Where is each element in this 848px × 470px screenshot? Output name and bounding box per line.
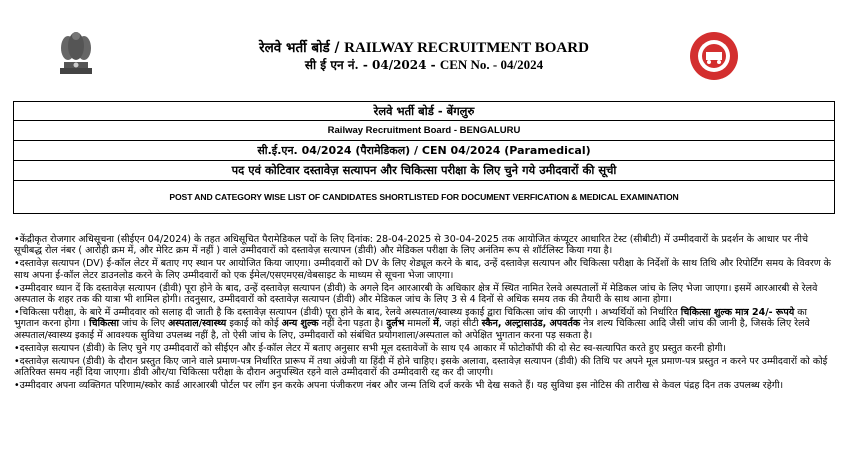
- board-title-english: RAILWAY RECRUITMENT BOARD: [344, 40, 589, 56]
- table-row-rrb-english: Railway Recruitment Board - BENGALURU: [14, 121, 834, 141]
- header-table: [13, 101, 835, 214]
- paragraph-medical-travel: •उम्मीदवार ध्यान दें कि दस्तावेज़ सत्यापन (डीवी) पूरा होने के बाद, उन्हें दस्तावेज़ सत्यापन (डीवी) के अगले दिन आरआरबी के अधिकार क्षेत्र में स्थित नामित रेलवे अस्पतालों में मेडिकल जांच के लिए भेजा जाएगा। इसमें आरआरबी से रेलवे अस्पताल के शहर तक की यात्रा भी शामिल होगी। तदनुसार, उम्मीदवारों को दस्तावेज़ सत्यापन (डीवी) और मेडिकल जांच के लिए 3 से 4 दिनों से अधिक समय तक की तैयारी के साथ आना होगा।: [14, 282, 818, 306]
- table-row-rrb-hindi: रेलवे भर्ती बोर्ड - बेंगलुरु: [14, 102, 834, 121]
- board-title-hindi: रेलवे भर्ती बोर्ड /: [259, 40, 345, 56]
- paragraph-cbt-shortlist: •केंद्रीकृत रोजगार अधिसूचना (सीईएन 04/2024) के तहत अधिसूचित पैरामेडिकल पदों के लिए दिनांक: 28-04-2025 से 30-04-2025 तक आयोजित कंप्यूटर आधारित टेस्ट (सीबीटी) में उम्मीदवारों के प्रदर्शन के आधार पर नीचे सूचीबद्ध रोल नंबर ( आरोही क्रम में, और मेरिट क्रम में नहीं ) वाले उम्मीदवारों को दस्तावेज़ सत्यापन (डीवी) और मेडिकल परीक्षा के लिए अनंतिम रूप से शॉर्टलिस्ट किया गया है।: [14, 234, 809, 257]
- paragraph-medical-fee: •चिकित्सा परीक्षा, के बारे में उम्मीदवार को सलाह दी जाती है कि दस्तावेज़ सत्यापन (डीवी) पूरा होने के बाद, रेलवे अस्पताल/स्वास्थ्य इकाई द्वारा चिकित्सा जांच की जाएगी । अभ्यर्थियों को निर्धारित चिकित्सा शुल्क मात्र 24/- रूपये का भुगतान करना होगा । चिकित्सा जांच के लिए अस्पताल/स्वास्थ्य इकाई को कोई अन्य शुल्क नहीं देना पड़ता है। दुर्लभ मामलों में, जहां सीटी स्कैन, अल्ट्रासाउंड, अपवर्तक नेत्र शल्य चिकित्सा आदि जैसी जांच की जानी है, जिसके लिए रेलवे अस्पताल/स्वास्थ्य इकाई में आवश्यक सुविधा उपलब्ध नहीं है, तो ऐसी जांच के लिए, उम्मीदवारों को संबंधित प्रयोगशाला/अस्पताल को अपेक्षित भुगतान करना पड़ सकता है।: [14, 307, 810, 341]
- table-row-cen: सी.ई.एन. 04/2024 (पैरामेडिकल) / CEN 04/2024 (Paramedical): [14, 141, 834, 161]
- cen-number-english: CEN No. - 04/2024: [439, 57, 544, 72]
- table-row-list-title-english: POST AND CATEGORY WISE LIST OF CANDIDATES SHORTLISTED FOR DOCUMENT VERFICATION & MEDICAL EXAMINATION: [169, 192, 679, 202]
- paragraph-documents: •दस्तावेज़ सत्यापन (डीवी) के लिए चुने गए उम्मीदवारों को सीईएन और ई-कॉल लेटर में बताए अनुसार सभी मूल दस्तावेजों के साथ ए4 आकार में फोटोकॉपी की दो सेट स्व-सत्यापित करते हुए प्रस्तुत करनी होगी।: [14, 342, 727, 354]
- paragraph-dv-venue: •दस्तावेज़ सत्यापन (DV) ई-कॉल लेटर में बताए गए स्थान पर आयोजित किया जाएगा। उम्मीदवारों को DV के लिए शेड्यूल करने के बाद, उन्हें दस्तावेज़ सत्यापन और चिकित्सा परीक्षा के निर्देशों के साथ तिथि और रिपोर्टिंग समय के विवरण के साथ अपना ई-कॉल लेटर डाउनलोड करने के लिए उम्मीदवारों को एक ईमेल/एसएमएस/वेबसाइट के माध्यम से सूचना भेजा जाएगा।: [14, 258, 831, 281]
- cen-number: [0, 56, 848, 73]
- board-title: [0, 38, 848, 57]
- cen-number-hindi: सी ई एन नं. - 04/2024 -: [304, 58, 440, 72]
- table-row-list-title-hindi: पद एवं कोटिवार दस्तावेज़ सत्यापन और चिकित्सा परीक्षा के लिए चुने गये उमीदवारों की सूची: [14, 161, 834, 181]
- paragraph-certificates: •दस्तावेज़ सत्यापन (डीवी) के दौरान प्रस्तुत किए जाने वाले प्रमाण-पत्र निर्धारित प्रारूप में तथा अंग्रेजी या हिंदी में होने चाहिए। इसके अलावा, दस्तावेज़ सत्यापन (डीवी) की तिथि पर अपने मूल प्रमाण-पत्र प्रस्तुत न करने पर उम्मीदवारों को कोई अतिरिक्त समय नहीं दिया जाएगा। डीवी और/या चिकित्सा परीक्षा के दौरान अनुपस्थित रहने वाले उम्मीदवारों की उम्मीदवारी रद्द कर दी जाएगी।: [14, 356, 828, 379]
- paragraph-scorecard: •उम्मीदवार अपना व्यक्तिगत परिणाम/स्कोर कार्ड आरआरबी पोर्टल पर लॉग इन करके अपना पंजीकरण नंबर और जन्म तिथि दर्ज करके भी देख सकते हैं। यह सुविधा इस नोटिस की तारीख से केवल पंद्रह दिन तक उपलब्ध रहेगी।: [14, 380, 784, 392]
- notice-body: [14, 234, 832, 394]
